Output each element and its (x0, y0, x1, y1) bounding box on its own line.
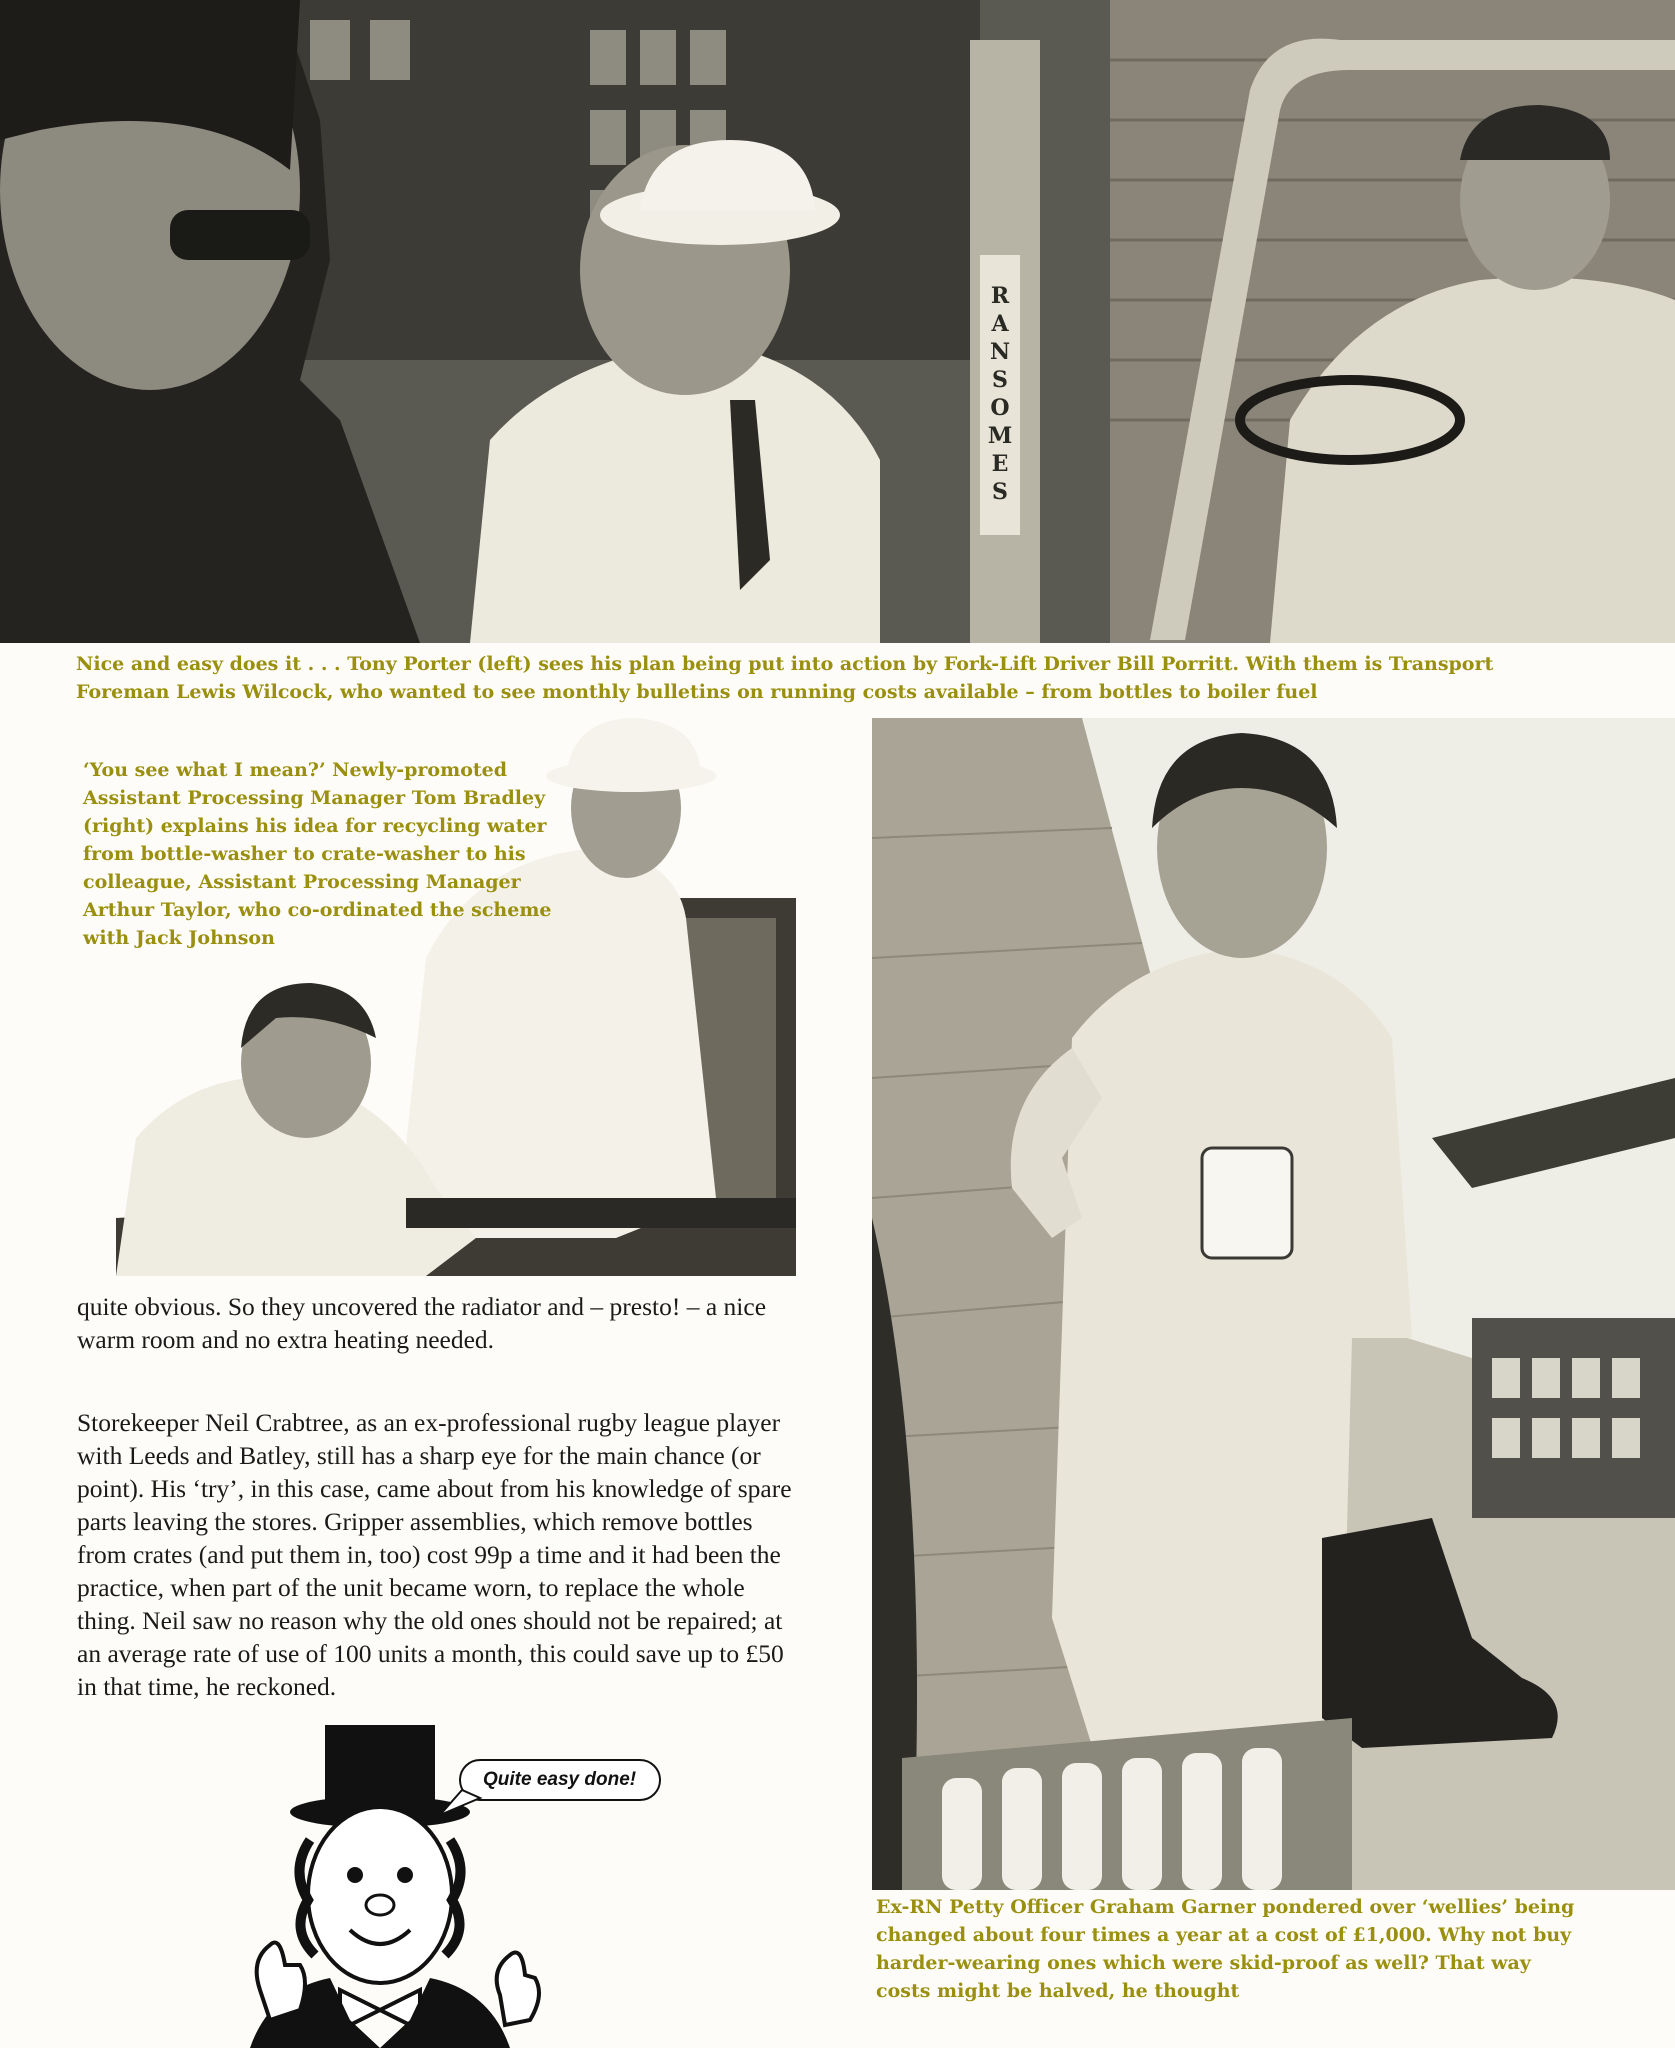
ransomes-sign (980, 255, 1020, 535)
right-photo-graphic (872, 718, 1675, 1890)
top-photo (0, 0, 1675, 643)
cartoon-mascot (230, 1720, 670, 2048)
ransomes-sign-text: RANSOMES (987, 283, 1013, 507)
article-paragraph-2: Storekeeper Neil Crabtree, as an ex-professional rugby league player with Leeds and Batley, still has a sharp eye for the main chance (or point). His ‘try’, in this case, came about from his knowledge of spare parts leaving the stores. Gripper assemblies, which remove bottles from crates (and put them in, too) cost 99p a time and it had been the practice, when part of the unit became worn, to replace the whole thing. Neil saw no reason why the old ones should not be repaired; at an average rate of use of 100 units a month, this could save up to £50 in that time, he reckoned. (77, 1408, 792, 1701)
top-photo-caption: Nice and easy does it . . . Tony Porter (left) sees his plan being put into action by Fork-Lift Driver Bill Porritt. With them is Transport Foreman Lewis Wilcock, who wanted to see monthly bulletins on running costs available – from bottles to boiler fuel (76, 653, 1494, 703)
top-photo-graphic (0, 0, 1675, 643)
cartoon-speech-text: Quite easy done! (483, 1769, 637, 1790)
right-photo-caption: Ex-RN Petty Officer Graham Garner pondered over ‘wellies’ being changed about four times a year at a cost of £1,000. Why not buy harder-wearing ones which were skid-proof as well? That way costs might be halved, he thought (876, 1896, 1575, 2002)
middle-left-caption: ‘You see what I mean?’ Newly-promoted Assistant Processing Manager Tom Bradley (right) explains his idea for recycling water from bottle-washer to crate-washer to his colleague, Assistant Processing Manager Arthur Taylor, who co-ordinated the scheme with Jack Johnson (83, 759, 552, 949)
article-paragraph-1: quite obvious. So they uncovered the radiator and – presto! – a nice warm room and no extra heating needed. (77, 1292, 767, 1354)
right-photo (872, 718, 1675, 1890)
